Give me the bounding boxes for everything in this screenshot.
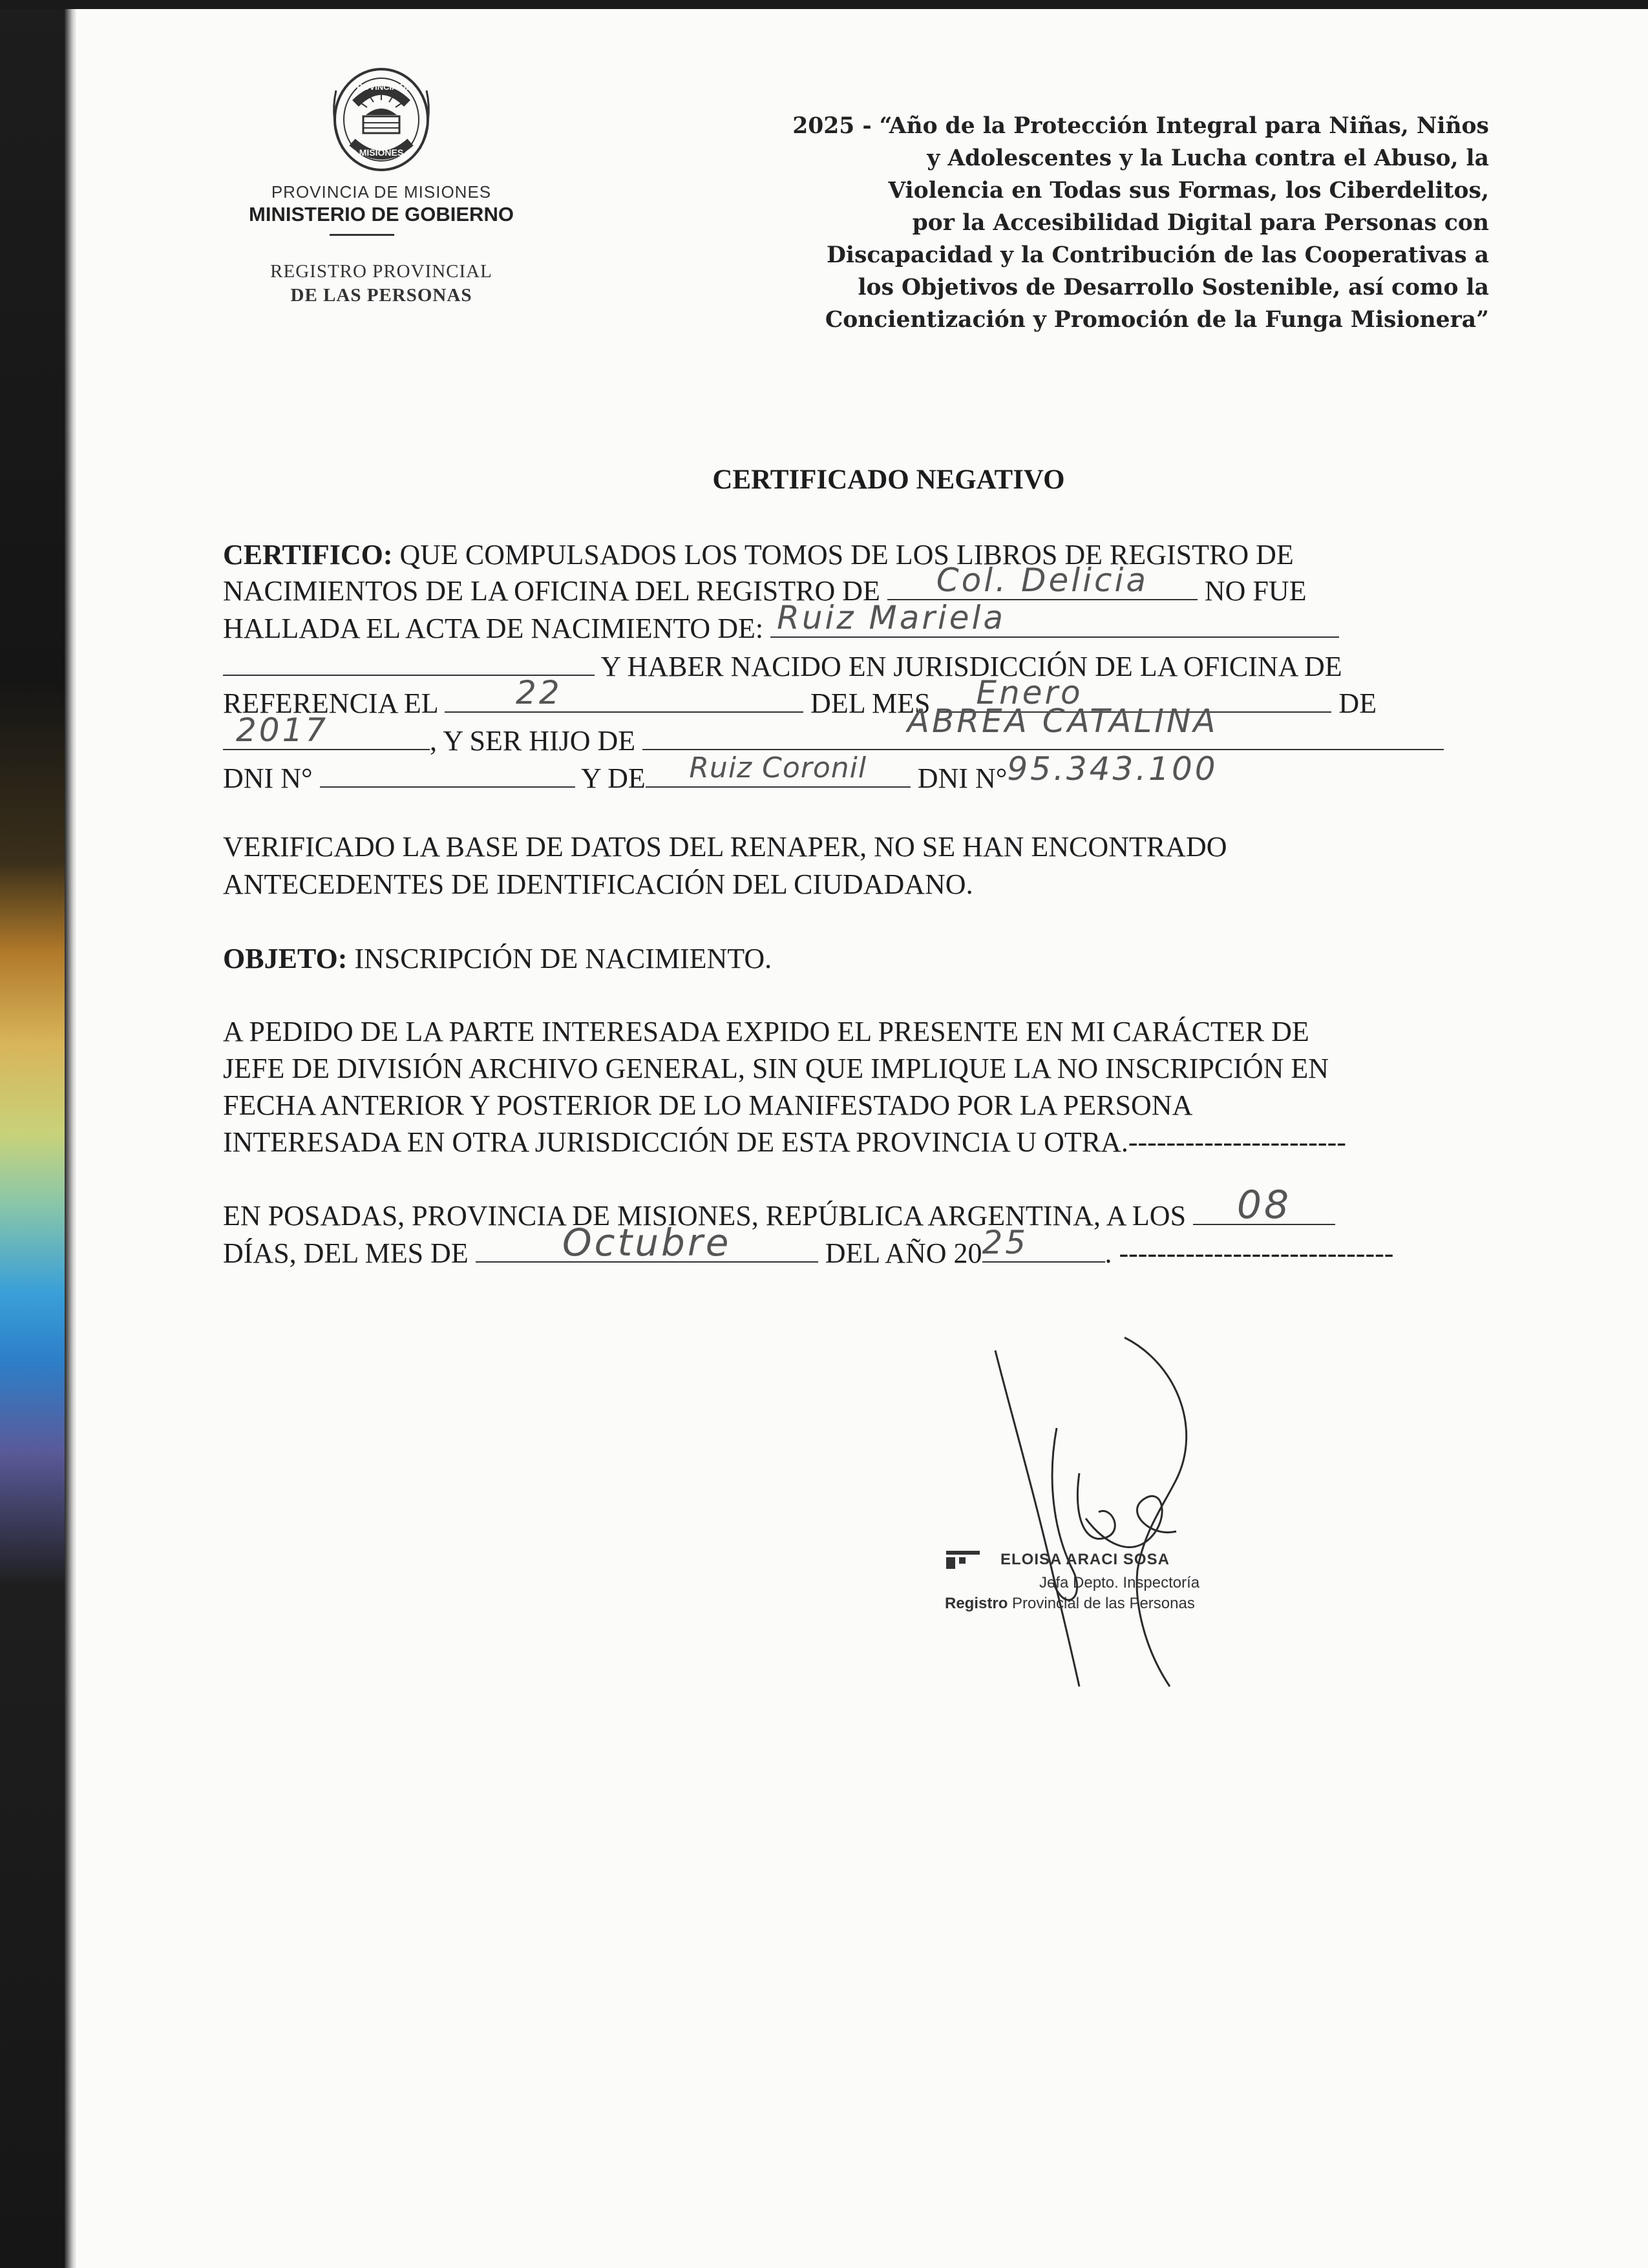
- stamp-logo-icon: [945, 1547, 984, 1570]
- handwritten-signature: [982, 1325, 1254, 1712]
- issued-month-field: [476, 1221, 818, 1265]
- issued-text: . -----------------------------: [1104, 1237, 1394, 1269]
- stamp-official-name: ELOISA ARACI SOSA: [1000, 1551, 1170, 1568]
- registry-office-field: [887, 562, 1198, 600]
- motto-line: por la Accesibilidad Digital para Personas con: [912, 210, 1489, 236]
- certifico-text: DE: [1331, 688, 1377, 719]
- scanner-color-strip: [0, 0, 65, 2268]
- header-divider: [330, 234, 394, 236]
- registry-office-handwritten: Col. Delicia: [936, 562, 1149, 599]
- pedido-line-4: INTERESADA EN OTRA JURISDICCIÓN DE ESTA PROVINCIA U OTRA.-----------------------: [223, 1126, 1346, 1158]
- seal-bottom-text: MISIONES: [359, 147, 404, 158]
- birth-day-handwritten: 22: [516, 674, 562, 711]
- certifico-text: Y HABER NACIDO EN JURISDICCIÓN DE LA OFICINA DE: [595, 651, 1342, 682]
- certifico-text: Y DE: [575, 762, 646, 794]
- dni-label: DNI N°: [910, 762, 1008, 794]
- scanner-top-edge: [0, 0, 1648, 9]
- parent-1-handwritten: ABREA CATALINA: [907, 702, 1218, 740]
- certifico-text: REFERENCIA EL: [223, 688, 445, 719]
- dni-1-field: [320, 761, 575, 788]
- person-name-field: [770, 599, 1339, 638]
- parent-2-field: [646, 751, 911, 788]
- objeto-line: [223, 940, 772, 977]
- name-continuation-field: [223, 649, 595, 676]
- issued-text: DÍAS, DEL MES DE: [223, 1237, 476, 1269]
- seal-top-text: PROVINCIA DE: [351, 82, 412, 92]
- year-motto: [698, 110, 1489, 336]
- certifico-text: NACIMIENTOS DE LA OFICINA DEL REGISTRO DE: [223, 575, 887, 607]
- issued-text: DEL AÑO 20: [818, 1237, 982, 1269]
- registry-line-2: DE LAS PERSONAS: [290, 285, 472, 306]
- certifico-text: , Y SER HIJO DE: [430, 725, 643, 757]
- scanner-edge-shadow: [65, 0, 76, 2268]
- issued-line-2: [223, 1221, 1394, 1272]
- dni-label: DNI N°: [223, 762, 313, 794]
- stamp-organization: [945, 1595, 1195, 1613]
- ministry-line: MINISTERIO DE GOBIERNO: [249, 203, 514, 226]
- motto-line: Discapacidad y la Contribución de las Cooperativas a: [826, 242, 1489, 268]
- motto-line: los Objetivos de Desarrollo Sostenible, así como la: [858, 275, 1489, 300]
- motto-line: 2025 - “Año de la Protección Integral para Niñas, Niños: [792, 113, 1489, 139]
- birth-year-handwritten: 2017: [236, 711, 329, 749]
- pedido-line-1: A PEDIDO DE LA PARTE INTERESADA EXPIDO EL PRESENTE EN MI CARÁCTER DE: [223, 1016, 1309, 1047]
- province-line: PROVINCIA DE MISIONES: [271, 182, 492, 202]
- objeto-text: INSCRIPCIÓN DE NACIMIENTO.: [347, 943, 772, 974]
- misiones-seal-icon: [317, 65, 446, 174]
- stamp-org-rest: Provincial de las Personas: [1008, 1595, 1195, 1612]
- registry-line-1: REGISTRO PROVINCIAL: [270, 261, 492, 282]
- certifico-text: NO FUE: [1197, 575, 1307, 607]
- certifico-text: QUE COMPULSADOS LOS TOMOS DE LOS LIBROS DE REGISTRO DE: [392, 539, 1294, 571]
- certifico-label: CERTIFICO:: [223, 539, 393, 571]
- pedido-line-3: FECHA ANTERIOR Y POSTERIOR DE LO MANIFESTADO POR LA PERSONA: [223, 1089, 1193, 1121]
- dni-2-handwritten: 95.343.100: [1007, 750, 1218, 788]
- birth-year-field: [223, 711, 430, 750]
- stamp-official-role: Jefa Depto. Inspectoría: [1039, 1574, 1200, 1591]
- motto-line: y Adolescentes y la Lucha contra el Abuso, la: [927, 145, 1489, 171]
- document-title: CERTIFICADO NEGATIVO: [712, 465, 1065, 495]
- dni-2-field: [1007, 750, 1285, 788]
- parent-2-handwritten: Ruiz Coronil: [689, 751, 867, 784]
- issued-day-handwritten: 08: [1236, 1182, 1292, 1228]
- stamp-org-bold: Registro: [945, 1595, 1008, 1612]
- issued-year-handwritten: 25: [982, 1224, 1029, 1261]
- certifico-text: HALLADA EL ACTA DE NACIMIENTO DE:: [223, 613, 771, 644]
- issued-text: EN POSADAS, PROVINCIA DE MISIONES, REPÚBLICA ARGENTINA, A LOS: [223, 1200, 1194, 1232]
- motto-line: Concientización y Promoción de la Funga Misionera”: [825, 307, 1489, 333]
- certifico-line-3: [223, 599, 1339, 647]
- renaper-line-1: VERIFICADO LA BASE DE DATOS DEL RENAPER, NO SE HAN ENCONTRADO: [223, 831, 1227, 863]
- objeto-label: OBJETO:: [223, 943, 348, 974]
- person-name-handwritten: Ruiz Mariela: [777, 599, 1006, 636]
- issued-year-field: [982, 1224, 1105, 1263]
- certifico-line-7: [223, 750, 1285, 797]
- renaper-line-2: ANTECEDENTES DE IDENTIFICACIÓN DEL CIUDADANO.: [223, 868, 973, 900]
- certifico-text: DEL MES: [803, 688, 938, 719]
- issued-day-field: [1193, 1182, 1335, 1228]
- pedido-line-2: JEFE DE DIVISIÓN ARCHIVO GENERAL, SIN QUE IMPLIQUE LA NO INSCRIPCIÓN EN: [223, 1053, 1329, 1084]
- motto-line: Violencia en Todas sus Formas, los Ciberdelitos,: [888, 178, 1489, 204]
- issued-month-handwritten: Octubre: [562, 1221, 732, 1265]
- birth-month-handwritten: Enero: [976, 674, 1083, 711]
